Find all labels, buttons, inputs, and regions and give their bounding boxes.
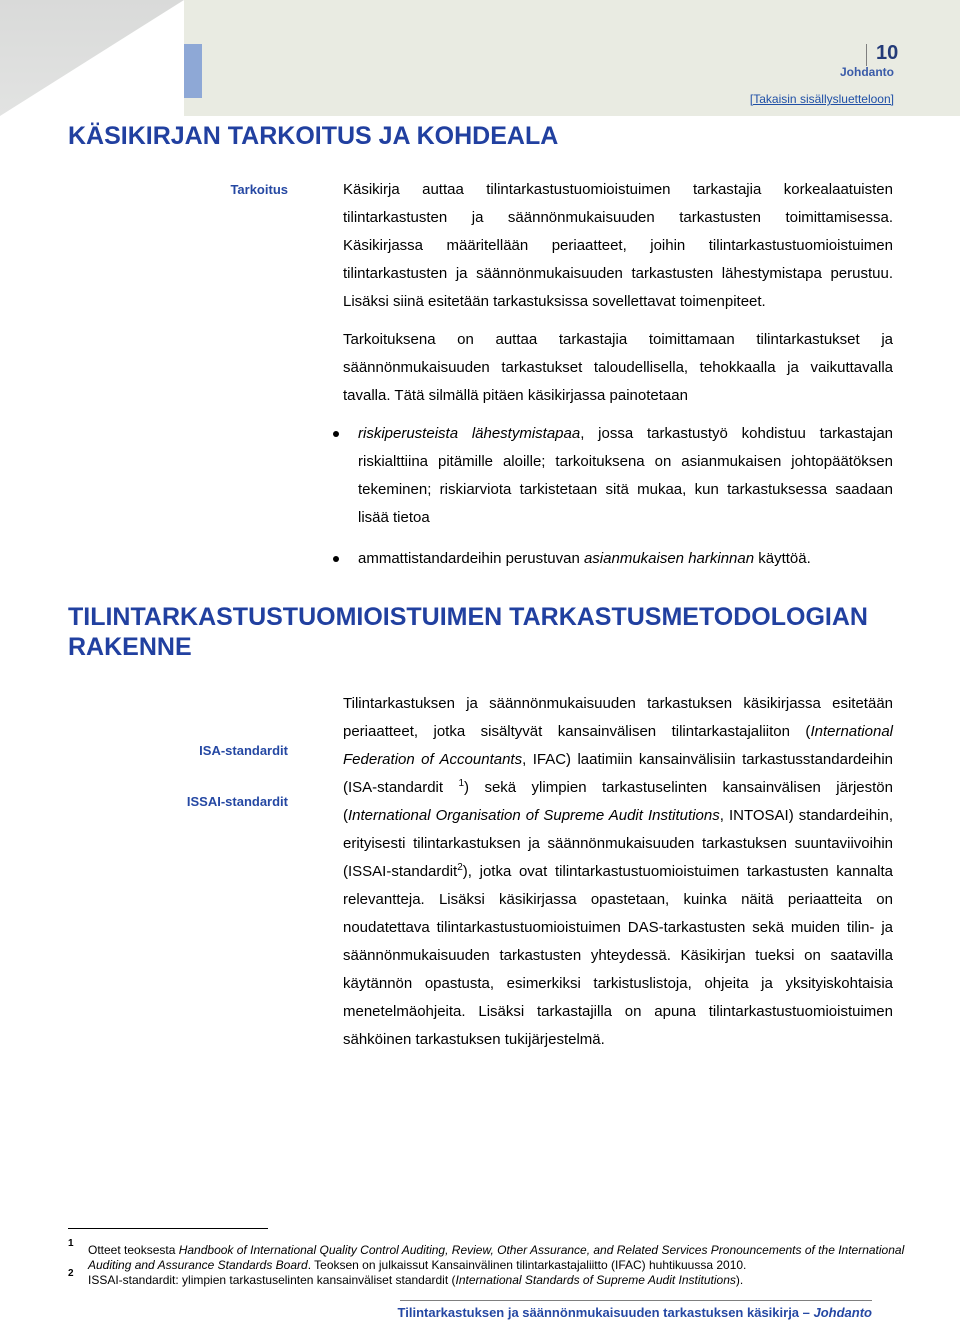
list-item-emphasis: asianmukaisen harkinnan <box>583 550 755 567</box>
text-run: ), jotka ovat tilintarkastustuomioistuimen tarkastusten kannalta relevantteja. Lisäksi käsikirjassa opastetaan, kuinka näitä periaatteita on noudatettava tilintarkastustuomioistuimen DAS-tarkastusten sekä muiden tilin- ja säännönmukaisuuden tarkastusten yhteydessä. Käsikirjan tueksi on saatavilla käytännön opastusta, esimerkiksi tarkistuslistoja, ohjeita ja yksityiskohtaisia menetelmäohjeita. Lisäksi tarkastajilla on apuna tilintarkastustuomioistuimen sähköinen tarkastuksen tukijärjestelmä. <box>343 863 893 1048</box>
text-run: , IFAC) laatimiin kansainvälisiin tarkastusstandardeihin (ISA-standardit <box>343 751 893 796</box>
footnote-divider <box>68 1228 268 1229</box>
bullet-icon <box>333 556 339 562</box>
paragraph-aim: Tarkoituksena on auttaa tarkastajia toimittamaan tilintarkastukset ja säännönmukaisuuden tarkastukset taloudellisella, tehokkaalla ja vaikuttavalla tavalla. Tätä silmällä pitäen käsikirjassa painotetaan <box>343 331 893 404</box>
list-item-text: , jossa tarkastustyö kohdistuu tarkastajan riskialttiina pitämille aloille; tarkoituksena on asianmukaisen johtopäätöksen tekeminen; riskiarviota tarkistetaan sitä mukaa, kun tarkastuksessa saadaan lisää tietoa <box>358 425 894 526</box>
list-item-emphasis: riskiperusteista lähestymistapaa <box>358 425 581 442</box>
footnote-text <box>88 1273 908 1288</box>
back-to-toc-link[interactable]: [Takaisin sisällysluetteloon] <box>749 92 894 106</box>
paragraph-purpose: Käsikirja auttaa tilintarkastustuomioistuimen tarkastajia korkealaatuisten tilintarkastusten ja säännönmukaisuuden tarkastusten toimittamisessa. Käsikirjassa määritellään periaatteet, joihin tilintarkastustuomioistuimen tilintarkastusten ja säännönmukaisuuden tarkastusten lähestymistapa perustuu. Lisäksi siinä esitetään tarkastuksissa sovellettavat toimenpiteet. <box>343 181 893 310</box>
text-run-italic: International Standards of Supreme Audit Institutions <box>455 1273 736 1287</box>
list-item <box>333 420 893 532</box>
side-label-issai: ISSAI-standardit <box>186 794 288 809</box>
page-footer <box>398 1305 872 1320</box>
text-run: Tilintarkastuksen ja säännönmukaisuuden tarkastuksen käsikirjassa esitetään periaatteet, jotka sisältyvät kansainvälisen tilintarkastajaliiton ( <box>343 695 893 740</box>
text-run: , INTOSAI) standardeihin, erityisesti tilintarkastuksen ja säännönmukaisuuden tarkastuksen suuntaviivoihin (ISSAI-standardit <box>343 807 894 880</box>
page-number: 10 <box>876 42 899 64</box>
text-run-italic: International Federation of Accountants <box>343 723 893 768</box>
footnote-text <box>88 1243 908 1273</box>
footnote-ref-2[interactable]: 2 <box>457 862 463 873</box>
list-item-text: ammattistandardeihin perustuvan <box>358 550 584 567</box>
side-label-isa: ISA-standardit <box>199 743 288 758</box>
list-item-text: käyttöä. <box>754 550 811 567</box>
text-run: ) sekä ylimpien tarkastuselinten kansainvälisen järjestön ( <box>343 779 893 824</box>
text-run: . Teoksen on julkaissut Kansainvälinen tilintarkastajaliitto (IFAC) huhtikuussa 2010. <box>307 1258 747 1272</box>
side-label-tarkoitus: Tarkoitus <box>230 182 288 197</box>
footnote-number: 2 <box>68 1268 74 1279</box>
text-run-italic: Handbook of International Quality Control Auditing, Review, Other Assurance, and Related Services Pronouncements of the International Auditing and Assurance Standards Board <box>88 1243 905 1272</box>
text-run: Otteet teoksesta <box>88 1243 179 1257</box>
footnote-ref-1[interactable]: 1 <box>458 778 465 789</box>
text-run: ). <box>735 1273 744 1287</box>
footer-section: Johdanto <box>813 1305 872 1320</box>
footer-divider <box>400 1300 872 1301</box>
section-title-purpose: KÄSIKIRJAN TARKOITUS JA KOHDEALA <box>68 122 559 150</box>
section-title-structure: TILINTARKASTUSTUOMIOISTUIMEN TARKASTUSMETODOLOGIAN RAKENNE <box>68 603 868 661</box>
footer-separator: – <box>799 1305 814 1320</box>
bullet-icon <box>333 431 339 437</box>
header-accent-bar <box>184 44 202 98</box>
emphasis-list <box>333 420 893 573</box>
footnote-1 <box>68 1238 908 1273</box>
text-run-italic: International Organisation of Supreme Audit Institutions <box>348 807 720 824</box>
page-number-separator <box>866 44 867 66</box>
text-run: ISSAI-standardit: ylimpien tarkastuselinten kansainväliset standardit ( <box>88 1273 456 1287</box>
footer-title: Tilintarkastuksen ja säännönmukaisuuden tarkastuksen käsikirja <box>397 1305 800 1320</box>
footnote-2 <box>68 1268 908 1288</box>
list-item <box>333 545 893 573</box>
header-section-name: Johdanto <box>840 65 894 79</box>
paragraph-structure <box>343 690 893 1054</box>
footnote-number: 1 <box>68 1238 74 1249</box>
